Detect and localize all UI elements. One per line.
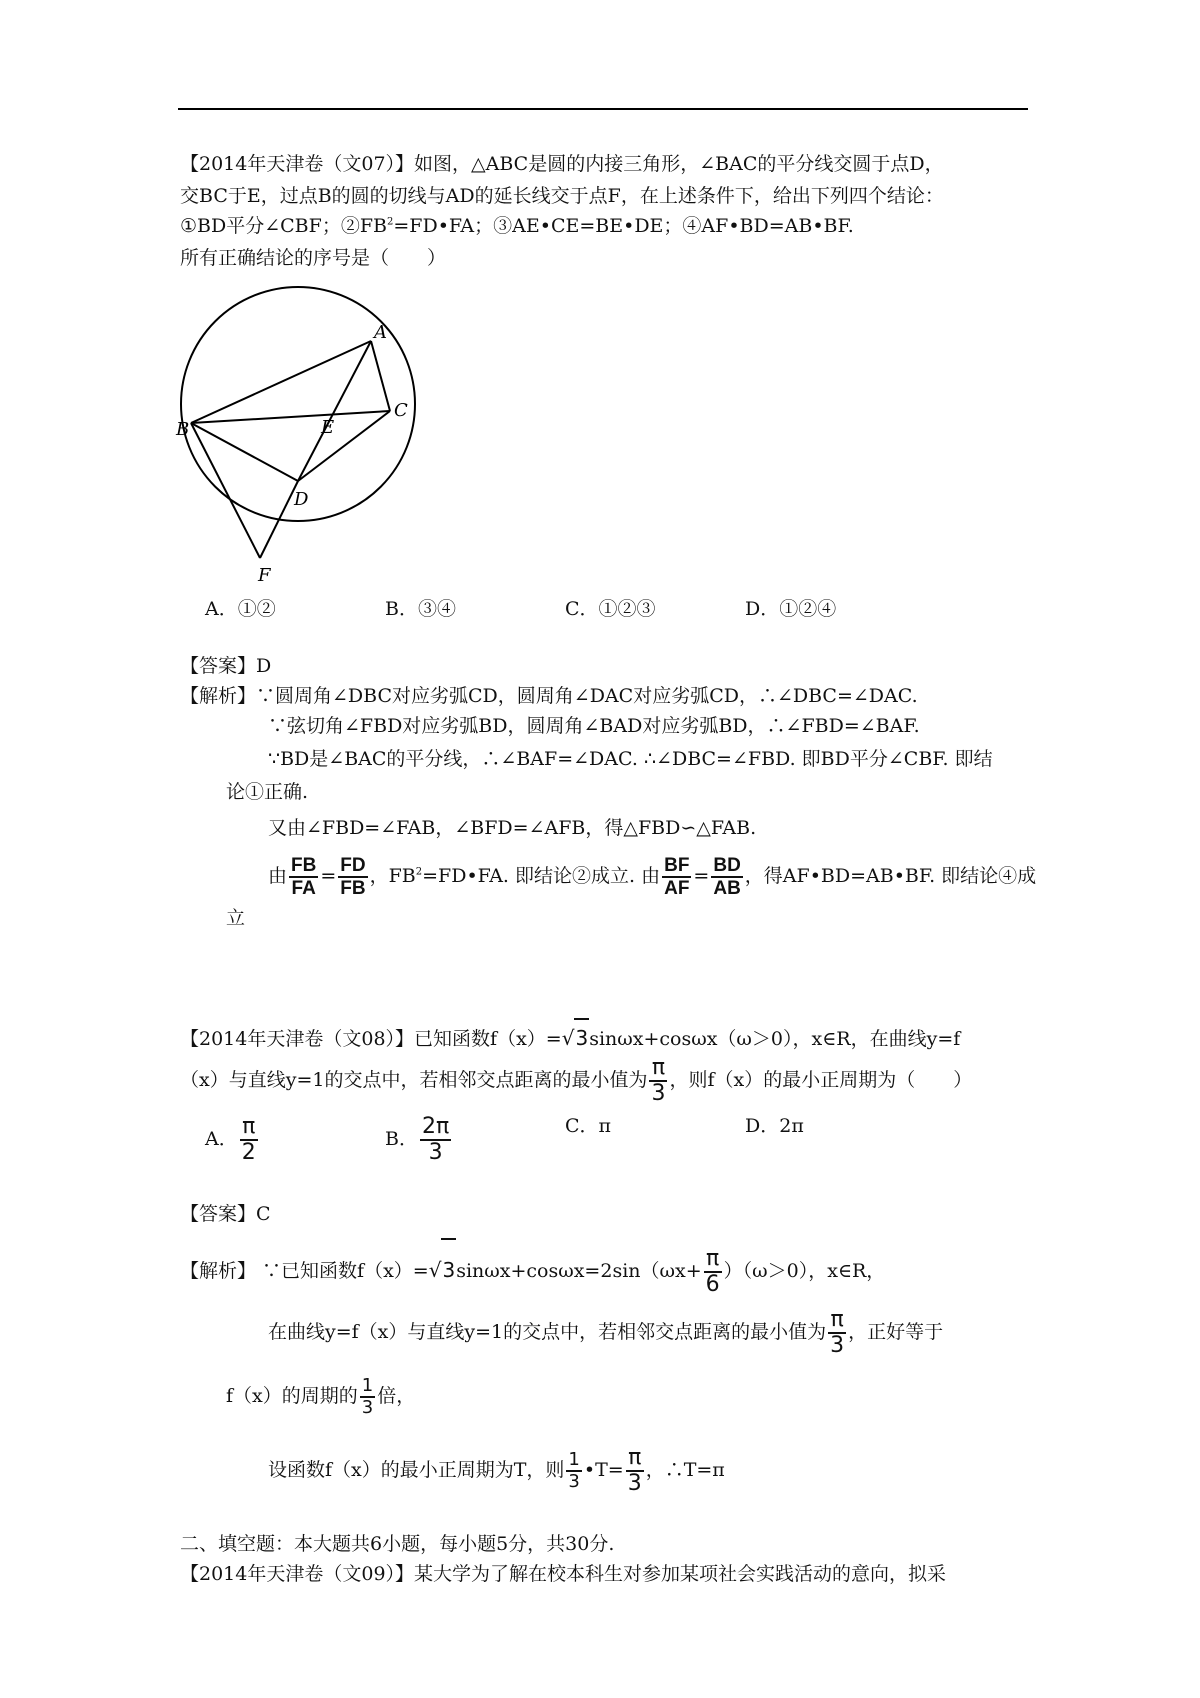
label-A: A <box>374 322 387 343</box>
q08-analysis-l1: 【解析】 ∵已知函数f（x）=√3sinωx+cosωx=2sin（ωx+ $\frac{\pi}{6}$ ）（ω＞0），x∈R， <box>180 1238 885 1301</box>
label-B: B <box>176 419 190 440</box>
geometry-figure <box>178 283 438 593</box>
q07-analysis-l4: 论①正确. <box>226 781 309 803</box>
q07-analysis-l6: 由 $\frac{FB}{FA}$ = $\frac{FD}{FB}$ ，$FB^2=FD•FA$. 即结论②成立. 由 $\frac{BF}{AF}$ = $\frac{BD}{AB}$ ，得AF•BD=AB•BF. 即结论④成 <box>268 855 1037 899</box>
q07-line3: ①BD平分∠CBF；$②FB^2=FD•FA$；③AE•CE=BE•DE；④AF•BD=AB•BF. <box>180 215 854 237</box>
q08-analysis-l3: f（x）的周期的 $\frac{1}{3}$ 倍， <box>226 1375 416 1418</box>
section-2-heading: 二、填空题：本大题共6小题，每小题5分，共30分. <box>180 1533 615 1555</box>
fraction-pi-3: $\frac{\pi}{3}$ <box>651 1055 666 1106</box>
q07-analysis-l1: 【解析】∵圆周角∠DBC对应劣弧CD，圆周角∠DAC对应劣弧CD，∴∠DBC=∠DAC. <box>180 685 918 707</box>
q07-option-a: A．①② <box>205 598 276 620</box>
q07-line4: 所有正确结论的序号是（ ） <box>180 247 447 269</box>
fraction-bf-af: $\frac{BF}{AF}$ <box>664 855 690 899</box>
q08-analysis-l2: 在曲线y=f（x）与直线y=1的交点中，若相邻交点距离的最小值为 $\frac{\pi}{3}$ ，正好等于 <box>268 1307 944 1358</box>
q08-line2: （x）与直线y=1的交点中，若相邻交点距离的最小值为 $\frac{\pi}{3}$ ，则f（x）的最小正周期为（ ） <box>180 1055 973 1106</box>
q08-line1: 【2014年天津卷（文08）】已知函数f（x）=√3sinωx+cosωx（ω＞0），x∈R，在曲线y=f <box>180 1018 960 1057</box>
label-E: E <box>321 417 335 438</box>
q07-analysis-l3: ∵BD是∠BAC的平分线，∴∠BAF=∠DAC. ∴∠DBC=∠FBD. 即BD平分∠CBF. 即结 <box>268 748 993 770</box>
q08-answer: 【答案】C <box>180 1203 271 1225</box>
q07-option-d: D．①②④ <box>745 598 837 620</box>
fraction-bd-ab: $\frac{BD}{AB}$ <box>713 855 741 899</box>
label-D: D <box>294 489 309 510</box>
q08-option-c: C．π <box>565 1115 612 1137</box>
q07-answer: 【答案】D <box>180 655 272 677</box>
label-C: C <box>394 400 408 421</box>
q07-analysis-l5: 又由∠FBD=∠FAB，∠BFD=∠AFB，得△FBD∽△FAB. <box>268 817 757 839</box>
q07-analysis-l7: 立 <box>226 907 246 929</box>
q07-line2: 交BC于E，过点B的圆的切线与AD的延长线交于点F，在上述条件下，给出下列四个结论： <box>180 185 944 207</box>
q08-option-d: D．2π <box>745 1115 804 1137</box>
q08-analysis-l4: 设函数f（x）的最小正周期为T，则 $\frac{1}{3}$ •T= $\frac{\pi}{3}$ ，∴T=π <box>268 1445 725 1496</box>
label-F: F <box>258 565 271 586</box>
sqrt-3: √3 <box>562 1018 589 1056</box>
q07-line1: 【2014年天津卷（文07）】如图，△ABC是圆的内接三角形，∠BAC的平分线交圆于点D， <box>180 153 944 175</box>
q08-option-a: A． $\frac{\pi}{2}$ <box>205 1114 256 1165</box>
q08-option-b: B． $\frac{2\pi}{3}$ <box>385 1114 450 1165</box>
header-rule <box>178 108 1028 110</box>
q07-option-c: C．①②③ <box>565 598 656 620</box>
q09-line1: 【2014年天津卷（文09）】某大学为了解在校本科生对参加某项社会实践活动的意向，拟采 <box>180 1563 947 1585</box>
q07-option-b: B．③④ <box>385 598 456 620</box>
fraction-fd-fb: $\frac{FD}{FB}$ <box>340 855 366 899</box>
q07-analysis-l2: ∵弦切角∠FBD对应劣弧BD，圆周角∠BAD对应劣弧BD，∴∠FBD=∠BAF. <box>268 715 920 737</box>
fraction-fb-fa: $\frac{FB}{FA}$ <box>291 855 317 899</box>
